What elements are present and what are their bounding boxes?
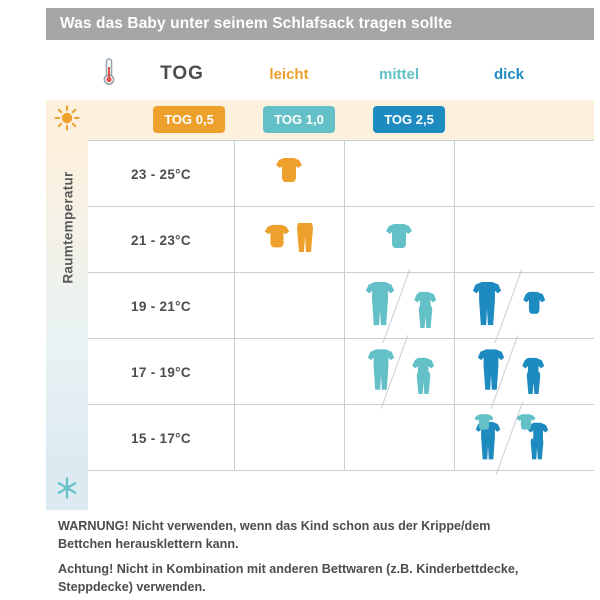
cell-dick bbox=[454, 207, 564, 273]
cell-leicht bbox=[234, 207, 344, 273]
cell-mittel bbox=[344, 273, 454, 339]
bodysuit-icon bbox=[473, 412, 495, 439]
bodysuit-icon bbox=[274, 155, 304, 194]
warning-line-2: Bettchen herausklettern kann. bbox=[58, 536, 239, 551]
bodysuit-icon bbox=[263, 222, 291, 259]
column-header-leicht: leicht bbox=[269, 65, 309, 83]
room-temperature-axis bbox=[46, 48, 88, 510]
tog-table bbox=[46, 48, 594, 510]
table-row bbox=[88, 338, 594, 405]
column-header-dick: dick bbox=[493, 65, 524, 83]
warning-line-4: Steppdecke) verwenden. bbox=[58, 579, 206, 594]
table-header bbox=[88, 48, 594, 100]
badge-tog-10: TOG 1,0 bbox=[263, 106, 335, 133]
bodysuit-icon bbox=[384, 221, 414, 260]
cell-dick bbox=[454, 273, 564, 339]
pants-icon bbox=[415, 370, 432, 401]
pants-icon bbox=[529, 437, 545, 466]
bodysuit-icon bbox=[515, 412, 537, 439]
cell-mittel bbox=[344, 141, 454, 207]
thermometer-cell bbox=[88, 48, 130, 100]
snowflake-icon bbox=[55, 476, 79, 505]
page-title-text: Was das Baby unter seinem Schlafsack tragen sollte bbox=[60, 15, 453, 32]
axis-label-room-temperature: Raumtemperatur bbox=[60, 171, 76, 284]
row-temperature-label: 23 - 25°C bbox=[131, 166, 191, 182]
cell-leicht bbox=[234, 141, 344, 207]
sleepsuit-icon bbox=[477, 346, 505, 399]
pants-icon bbox=[417, 304, 434, 335]
table-row bbox=[88, 404, 594, 471]
badge-tog-25: TOG 2,5 bbox=[373, 106, 445, 133]
thermometer-icon bbox=[101, 57, 117, 92]
bodysuit-longsleeve-icon bbox=[520, 289, 546, 324]
warning-line-1: WARNUNG! Nicht verwenden, wenn das Kind schon aus der Krippe/dem bbox=[58, 519, 491, 533]
row-temperature-label: 17 - 19°C bbox=[131, 364, 191, 380]
cell-dick bbox=[454, 141, 564, 207]
pants-icon bbox=[525, 370, 542, 401]
warning-line-3: Achtung! Nicht in Kombination mit anderen Bettwaren (z.B. Kinderbettdecke, bbox=[58, 561, 519, 576]
cell-leicht bbox=[234, 273, 344, 339]
cell-dick bbox=[454, 405, 564, 471]
grid-line bbox=[88, 470, 594, 471]
warning-text bbox=[58, 518, 578, 597]
cell-dick bbox=[454, 339, 564, 405]
sleepsuit-icon bbox=[472, 279, 502, 334]
table-row bbox=[88, 272, 594, 339]
row-temperature-label: 15 - 17°C bbox=[131, 430, 191, 446]
page-title bbox=[46, 8, 594, 40]
table-row bbox=[88, 206, 594, 273]
column-header-mittel: mittel bbox=[378, 65, 419, 83]
row-temperature-label: 21 - 23°C bbox=[131, 232, 191, 248]
snow-cell bbox=[46, 470, 88, 510]
cell-mittel bbox=[344, 339, 454, 405]
cell-mittel bbox=[344, 405, 454, 471]
cell-leicht bbox=[234, 405, 344, 471]
table-row bbox=[88, 140, 594, 207]
grid-line bbox=[344, 140, 345, 470]
row-temperature-label: 19 - 21°C bbox=[131, 298, 191, 314]
pants-icon bbox=[295, 221, 315, 260]
cell-mittel bbox=[344, 207, 454, 273]
table-body bbox=[88, 140, 594, 470]
grid-line bbox=[234, 140, 235, 470]
tog-header-label: TOG bbox=[160, 63, 204, 84]
cell-leicht bbox=[234, 339, 344, 405]
tog-badge-row bbox=[88, 100, 594, 140]
badge-tog-05: TOG 0,5 bbox=[153, 106, 225, 133]
sleepsuit-icon bbox=[367, 346, 395, 399]
grid-line bbox=[454, 140, 455, 470]
